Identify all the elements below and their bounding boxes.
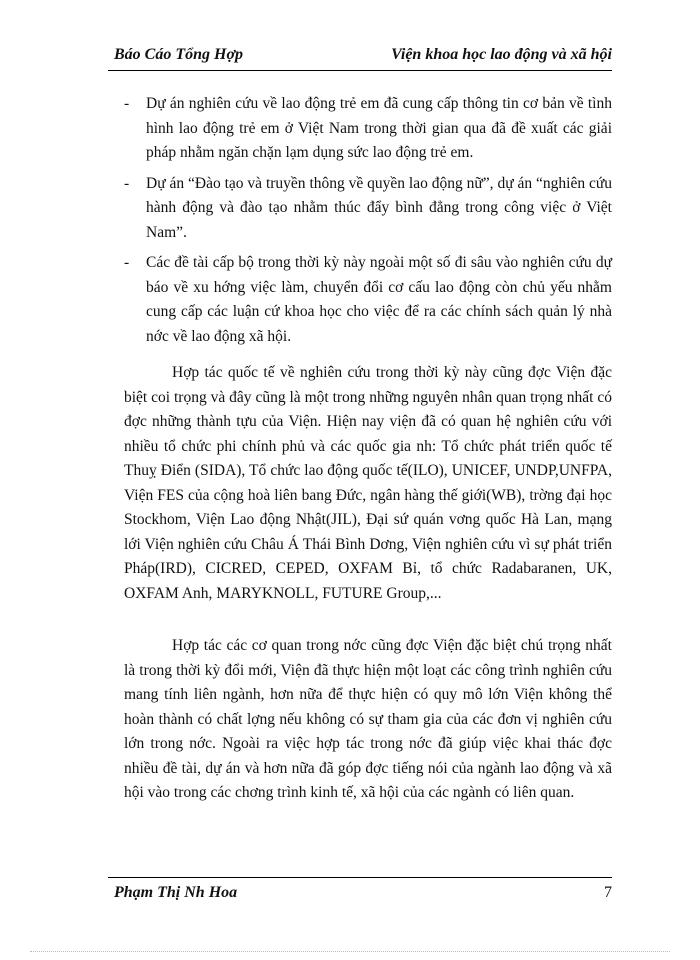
page-number: 7 (604, 884, 612, 901)
bullet-item (124, 251, 612, 349)
header-institute-name: Viện khoa học lao động và xã hội (391, 46, 612, 63)
footer-author: Phạm Thị Nh Hoa (114, 884, 238, 901)
page-footer (108, 877, 612, 908)
bullet-dash-icon: - (124, 95, 130, 112)
header-report-title: Báo Cáo Tổng Hợp (114, 46, 244, 63)
paragraph-domestic-cooperation: Hợp tác các cơ quan trong nớc cũng đợc Viện đặc biệt chú trọng nhất là trong thời kỳ đổi mới, Viện đã thực hiện một loạt các công trình nghiên cứu mang tính liên ngành, hơn nữa để thực hiện có quy mô lớn Viện không thể hoàn thành có chất lợng nếu không có sự tham gia của các đơn vị nghiên cứu lớn trong nớc. Ngoài ra việc hợp tác trong nớc đã giúp việc khai thác đợc nhiều đề tài, dự án và hơn nữa đã góp đợc tiếng nói của ngành lao động và xã hội vào trong các chơng trình kinh tế, xã hội của các ngành có liên quan. (124, 637, 612, 801)
body-content (124, 92, 612, 806)
paragraph-international-cooperation: Hợp tác quốc tế về nghiên cứu trong thời kỳ này cũng đợc Viện đặc biệt coi trọng và đây cũng là một trong những nguyên nhân quan trọng nhất có đợc những thành tựu của Viện. Hiện nay viện đã có quan hệ nghiên cứu với nhiều tổ chức phi chính phủ và các quốc gia nh: Tổ chức phát triển quốc tế Thuỵ Điển (SIDA), Tổ chức lao động quốc tế(ILO), UNICEF, UNDP,UNFPA, Viện FES của cộng hoà liên bang Đức, ngân hàng thế giới(WB), trờng đại học Stockhom, Viện Lao động Nhật(JIL), Đại sứ quán vơng quốc Hà Lan, mạng lới Viện nghiên cứu Châu Á Thái Bình Dơng, Viện nghiên cứu vì sự phát triển Pháp(IRD), CICRED, CEPED, OXFAM Bỉ, tổ chức Radabaranen, UK, OXFAM Anh, MARYKNOLL, FUTURE Group,... (124, 364, 612, 602)
bullet-text: Các đề tài cấp bộ trong thời kỳ này ngoài một số đi sâu vào nghiên cứu dự báo về xu hớng việc làm, chuyển đổi cơ cấu lao động còn chủ yếu nhằm cung cấp các luận cứ khoa học cho việc để ra các chính sách quản lý nhà nớc về lao động xã hội. (146, 254, 612, 345)
bullet-item (124, 172, 612, 246)
bottom-divider (30, 951, 670, 952)
page-header (108, 44, 612, 71)
bullet-dash-icon: - (124, 254, 130, 271)
bullet-text: Dự án “Đào tạo và truyền thông về quyền lao động nữ”, dự án “nghiên cứu hành động và đào tạo nhằm thúc đẩy bình đẳng trong công việc ở Việt Nam”. (146, 174, 612, 241)
bullet-text: Dự án nghiên cứu về lao động trẻ em đã cung cấp thông tin cơ bản về tình hình lao động trẻ em ở Việt Nam trong thời gian qua đã đề xuất các giải pháp nhằm ngăn chặn lạm dụng sức lao động trẻ em. (146, 95, 612, 161)
bullet-dash-icon: - (124, 174, 130, 192)
bullet-item (124, 92, 612, 166)
